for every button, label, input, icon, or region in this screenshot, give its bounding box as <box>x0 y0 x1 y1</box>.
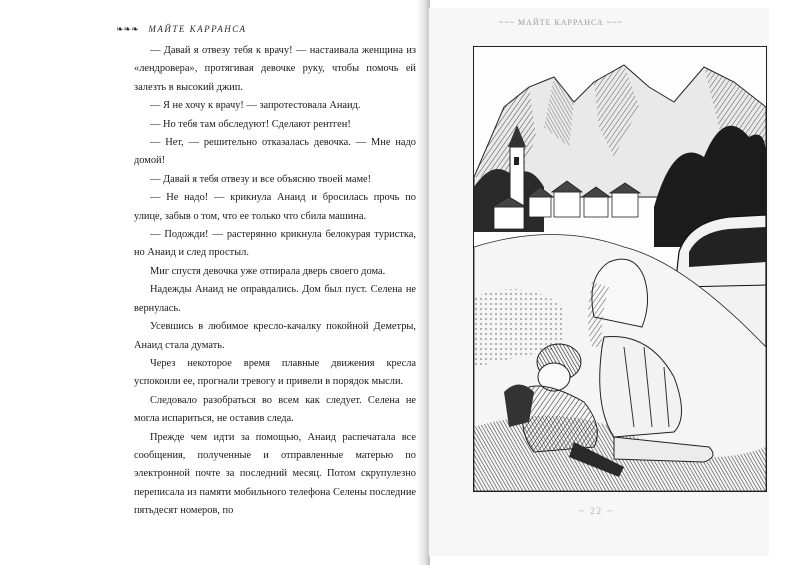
illustration-frame <box>473 46 767 492</box>
paragraph: Прежде чем идти за помощью, Анаид распечатала все сообщения, полученные и отправленные матерью по электронной почте за последний месяц. Потом скрупулезно переписала из памяти мобильного телефона Селены последние пятьдесят номеров, по <box>134 431 416 517</box>
running-head-ornament: ❧❧❧ <box>116 24 139 34</box>
running-head <box>116 24 246 35</box>
paragraph: Через некоторое время плавные движения кресла успокоили ее, прогнали тревогу и привели в порядок мысли. <box>134 357 416 388</box>
paragraph: Усевшись в любимое кресло-качалку покойной Деметры, Анаид стала думать. <box>134 321 416 351</box>
paragraph: Миг спустя девочка уже отпирала дверь своего дома. <box>150 265 386 277</box>
right-page <box>428 8 769 556</box>
paragraph: — Давай я тебя отвезу и все объясню твоей маме! <box>150 173 372 185</box>
paragraph: — Подожди! — растерянно крикнула белокурая туристка, но Анаид и след простыл. <box>134 229 416 259</box>
body-text <box>134 42 416 521</box>
paragraph: — Не надо! — крикнула Анаид и бросилась прочь по улице, забыв о том, что ее только что сбила машина. <box>134 192 416 222</box>
paragraph: Следовало разобраться во всем как следует. Селена не могла испариться, не оставив следа. <box>134 394 416 425</box>
paragraph: — Но тебя там обследуют! Сделают рентген! <box>150 118 351 130</box>
faded-folio: ~ 22 ~ <box>579 506 615 516</box>
running-head-title: МАЙТЕ КАРРАНСА <box>148 24 247 34</box>
paragraph: — Я не хочу к врачу! — запротестовала Анаид. <box>150 100 361 112</box>
left-page <box>98 14 416 554</box>
paragraph: — Давай я отвезу тебя к врачу! — настаивала женщина из «лендровера», протягивая девочке руку, чтобы помочь ей залезть в высокий джип. <box>134 45 416 93</box>
faded-running-head: ~~~ МАЙТЕ КАРРАНСА ~~~ <box>499 18 623 27</box>
paragraph: — Нет, — решительно отказалась девочка. — Мне надо домой! <box>134 137 416 167</box>
paragraph: Надежды Анаид не оправдались. Дом был пуст. Селена не вернулась. <box>134 284 416 314</box>
illustration-drawing <box>474 47 766 491</box>
